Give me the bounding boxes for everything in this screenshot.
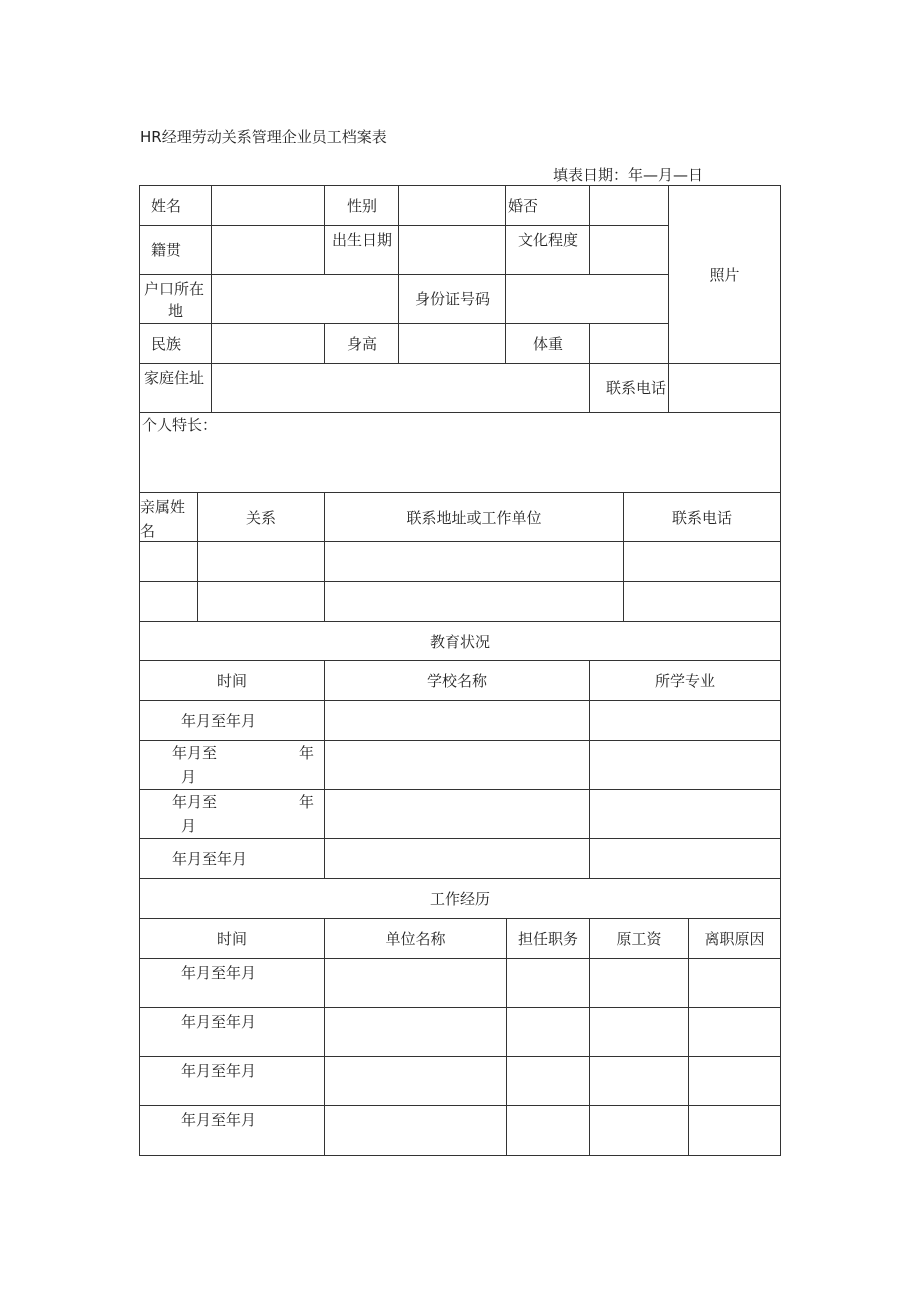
field-gender[interactable] bbox=[398, 185, 506, 226]
work-row1-company[interactable] bbox=[324, 958, 507, 1008]
cell-name-label: 姓名 bbox=[139, 185, 212, 226]
work-row4-time[interactable]: 年月至年月 bbox=[139, 1105, 325, 1156]
work-row2-company[interactable] bbox=[324, 1007, 507, 1057]
rel-header-phone: 联系电话 bbox=[623, 492, 781, 542]
work-header-time: 时间 bbox=[139, 918, 325, 959]
rel-row2-address[interactable] bbox=[324, 581, 624, 622]
field-ethnicity[interactable] bbox=[211, 323, 325, 364]
rel-row2-name[interactable] bbox=[139, 581, 198, 622]
cell-native-label: 籍贯 bbox=[139, 225, 212, 275]
rel-row1-relation[interactable] bbox=[197, 541, 325, 582]
cell-height-label: 身高 bbox=[324, 323, 399, 364]
cell-ethnicity-label: 民族 bbox=[139, 323, 212, 364]
cell-weight-label: 体重 bbox=[505, 323, 590, 364]
work-row4-company[interactable] bbox=[324, 1105, 507, 1156]
work-row3-position[interactable] bbox=[506, 1056, 590, 1106]
edu-row2-school[interactable] bbox=[324, 740, 590, 790]
cell-phone-label: 联系电话 bbox=[589, 363, 669, 413]
work-row1-time[interactable]: 年月至年月 bbox=[139, 958, 325, 1008]
edu-row3-school[interactable] bbox=[324, 789, 590, 839]
edu-row1-school[interactable] bbox=[324, 700, 590, 741]
work-row2-salary[interactable] bbox=[589, 1007, 689, 1057]
field-height[interactable] bbox=[398, 323, 506, 364]
edu-row1-time[interactable]: 年月至年月 bbox=[139, 700, 325, 741]
work-header-salary: 原工资 bbox=[589, 918, 689, 959]
cell-marital-label: 婚否 bbox=[505, 185, 590, 226]
rel-header-relation: 关系 bbox=[197, 492, 325, 542]
work-row2-time[interactable]: 年月至年月 bbox=[139, 1007, 325, 1057]
rel-row1-phone[interactable] bbox=[623, 541, 781, 582]
rel-header-address: 联系地址或工作单位 bbox=[324, 492, 624, 542]
edu-row1-major[interactable] bbox=[589, 700, 781, 741]
work-header-company: 单位名称 bbox=[324, 918, 507, 959]
field-specialty[interactable]: 个人特长： bbox=[139, 412, 781, 493]
rel-row1-address[interactable] bbox=[324, 541, 624, 582]
work-row2-position[interactable] bbox=[506, 1007, 590, 1057]
work-row3-time[interactable]: 年月至年月 bbox=[139, 1056, 325, 1106]
edu-row4-major[interactable] bbox=[589, 838, 781, 879]
field-home-address[interactable] bbox=[211, 363, 590, 413]
field-education-level[interactable] bbox=[589, 225, 669, 275]
cell-education-label: 文化程度 bbox=[505, 225, 590, 275]
edu-row3-time[interactable]: 年月至 年 月 bbox=[139, 789, 325, 839]
rel-row1-name[interactable] bbox=[139, 541, 198, 582]
cell-address-label: 家庭住址 bbox=[139, 363, 212, 413]
edu-row2-time[interactable]: 年月至 年 月 bbox=[139, 740, 325, 790]
cell-gender-label: 性别 bbox=[324, 185, 399, 226]
rel-row2-relation[interactable] bbox=[197, 581, 325, 622]
edu-row2-major[interactable] bbox=[589, 740, 781, 790]
field-native-place[interactable] bbox=[211, 225, 325, 275]
rel-header-name: 亲属姓 名 bbox=[139, 492, 198, 542]
work-header-reason: 离职原因 bbox=[688, 918, 781, 959]
work-row3-reason[interactable] bbox=[688, 1056, 781, 1106]
edu-row4-time[interactable]: 年月至年月 bbox=[139, 838, 325, 879]
field-phone[interactable] bbox=[668, 363, 781, 413]
cell-id-label: 身份证号码 bbox=[398, 274, 506, 324]
field-name[interactable] bbox=[211, 185, 325, 226]
work-row4-salary[interactable] bbox=[589, 1105, 689, 1156]
work-row1-position[interactable] bbox=[506, 958, 590, 1008]
edu-header-time: 时间 bbox=[139, 660, 325, 701]
work-header-position: 担任职务 bbox=[506, 918, 590, 959]
work-row4-reason[interactable] bbox=[688, 1105, 781, 1156]
edu-header-major: 所学专业 bbox=[589, 660, 781, 701]
rel-row2-phone[interactable] bbox=[623, 581, 781, 622]
work-row3-salary[interactable] bbox=[589, 1056, 689, 1106]
cell-hukou-label: 户口所在 地 bbox=[139, 274, 212, 324]
cell-birth-label: 出生日期 bbox=[324, 225, 399, 275]
work-row2-reason[interactable] bbox=[688, 1007, 781, 1057]
edu-row4-school[interactable] bbox=[324, 838, 590, 879]
field-id-number[interactable] bbox=[505, 274, 669, 324]
field-birth-date[interactable] bbox=[398, 225, 506, 275]
work-row1-reason[interactable] bbox=[688, 958, 781, 1008]
work-row3-company[interactable] bbox=[324, 1056, 507, 1106]
education-section-title: 教育状况 bbox=[139, 621, 781, 661]
photo-box[interactable]: 照片 bbox=[668, 185, 781, 364]
field-hukou[interactable] bbox=[211, 274, 399, 324]
edu-header-school: 学校名称 bbox=[324, 660, 590, 701]
work-row4-position[interactable] bbox=[506, 1105, 590, 1156]
page-title: HR经理劳动关系管理企业员工档案表 bbox=[140, 128, 387, 146]
field-marital[interactable] bbox=[589, 185, 669, 226]
work-row1-salary[interactable] bbox=[589, 958, 689, 1008]
fill-date: 填表日期：年—月—日 bbox=[553, 166, 704, 184]
field-weight[interactable] bbox=[589, 323, 669, 364]
edu-row3-major[interactable] bbox=[589, 789, 781, 839]
work-section-title: 工作经历 bbox=[139, 878, 781, 919]
